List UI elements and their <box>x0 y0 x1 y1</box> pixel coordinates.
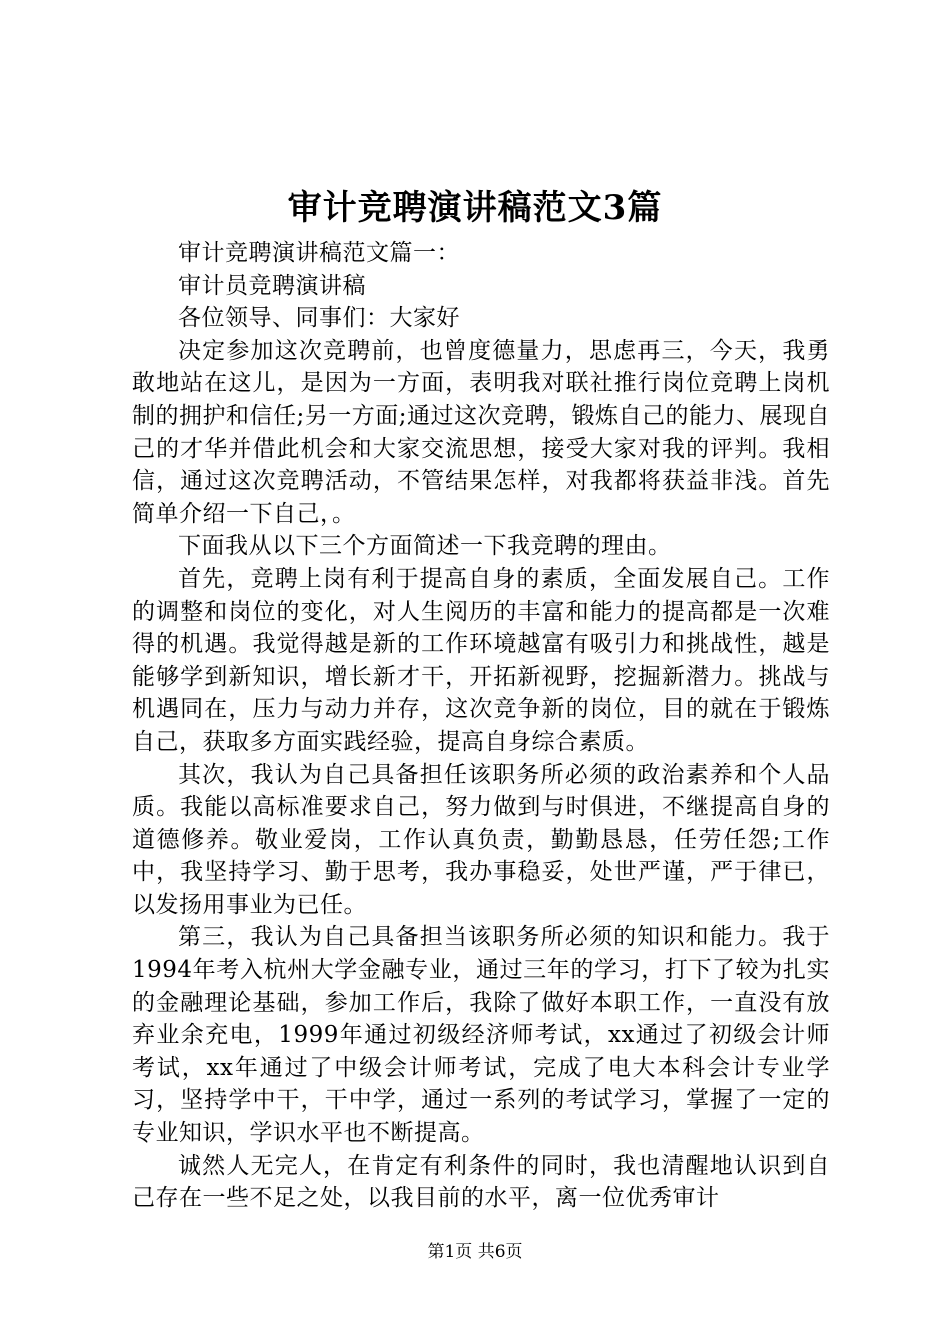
paragraph-reason-two: 其次，我认为自己具备担任该职务所必须的政治素养和个人品质。我能以高标准要求自己，努力做到与时俱进，不继提高自身的道德修养。敬业爱岗，工作认真负责，勤勤恳恳，任劳任怨;工作中，我坚持学习、勤于思考，我办事稳妥，处世严谨，严于律已，以发扬用事业为已任。 <box>132 761 830 918</box>
document-title: 审计竞聘演讲稿范文3篇 <box>287 188 663 228</box>
paragraph-reason-one: 首先，竞聘上岗有利于提高自身的素质，全面发展自己。工作的调整和岗位的变化，对人生阅历的丰富和能力的提高都是一次难得的机遇。我觉得越是新的工作环境越富有吸引力和挑战性，越是能够学到新知识，增长新才干，开拓新视野，挖掘新潜力。挑战与机遇同在，压力与动力并存，这次竞争新的岗位，目的就在于锻炼自己，获取多方面实践经验，提高自身综合素质。 <box>132 565 830 755</box>
paragraph-reasons-lead: 下面我从以下三个方面简述一下我竞聘的理由。 <box>178 533 672 560</box>
paragraph-shortcomings: 诚然人无完人，在肯定有利条件的同时，我也清醒地认识到自己存在一些不足之处，以我目前的水平，离一位优秀审计 <box>132 1152 830 1212</box>
paragraph-heading-part-one: 审计竞聘演讲稿范文篇一： <box>178 240 460 266</box>
page-number-footer: 第1页 共6页 <box>427 1242 523 1262</box>
paragraph-greeting: 各位领导、同事们：大家好 <box>178 305 460 332</box>
paragraph-speech-title: 审计员竞聘演讲稿 <box>178 272 366 299</box>
paragraph-intro: 决定参加这次竞聘前，也曾度德量力，思虑再三，今天，我勇敢地站在这儿，是因为一方面，表明我对联社推行岗位竞聘上岗机制的拥护和信任;另一方面;通过这次竞聘，锻炼自己的能力、展现自己的才华并借此机会和大家交流思想，接受大家对我的评判。我相信，通过这次竞聘活动，不管结果怎样，对我都将获益非浅。首先简单介绍一下自己，。 <box>132 337 830 527</box>
document-body <box>132 237 830 1215</box>
paragraph-reason-three: 第三，我认为自己具备担当该职务所必须的知识和能力。我于1994年考入杭州大学金融专业，通过三年的学习，打下了较为扎实的金融理论基础，参加工作后，我除了做好本职工作，一直没有放弃业余充电，1999年通过初级经济师考试，xx通过了初级会计师考试，xx年通过了中级会计师考试，完成了电大本科会计专业学习，坚持学中干，干中学，通过一系列的考试学习，掌握了一定的专业知识，学识水平也不断提高。 <box>132 924 830 1147</box>
